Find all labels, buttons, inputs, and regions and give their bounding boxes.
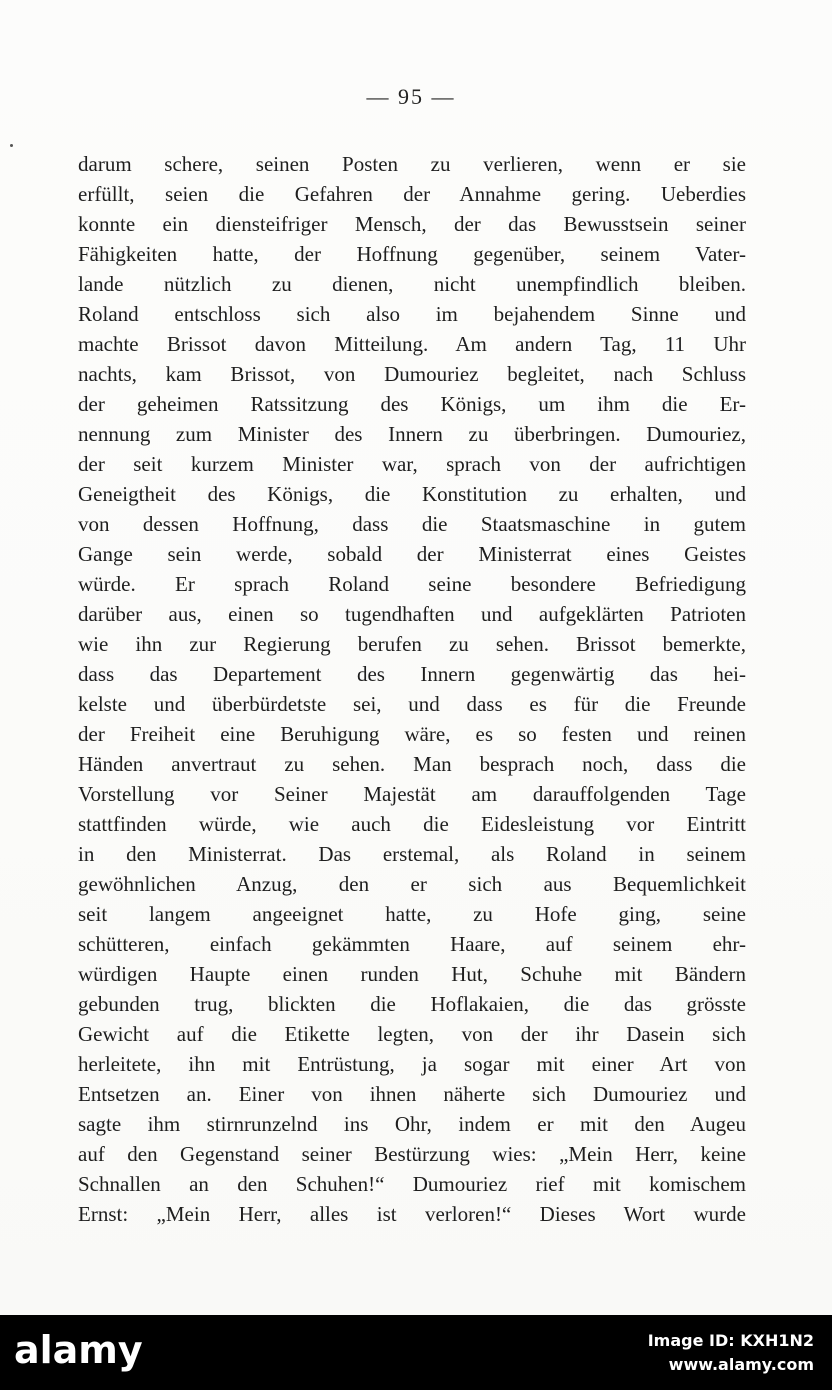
text-line: würde. Er sprach Roland seine besondere Befriedigung	[78, 572, 746, 596]
text-line: gewöhnlichen Anzug, den er sich aus Bequemlichkeit	[78, 872, 746, 896]
text-line: gebunden trug, blickten die Hoflakaien, die das grösste	[78, 992, 746, 1016]
alamy-logo: alamy	[14, 1327, 143, 1372]
text-line: lande nützlich zu dienen, nicht unempfindlich bleiben.	[78, 272, 746, 296]
text-line: der Freiheit eine Beruhigung wäre, es so festen und reinen	[78, 722, 746, 746]
text-line: schütteren, einfach gekämmten Haare, auf seinem ehr-	[78, 932, 746, 956]
text-line: Händen anvertraut zu sehen. Man besprach noch, dass die	[78, 752, 746, 776]
text-line: der seit kurzem Minister war, sprach von der aufrichtigen	[78, 452, 746, 476]
scan-speck	[10, 144, 13, 147]
watermark-info	[648, 1329, 814, 1377]
text-line: konnte ein diensteifriger Mensch, der das Bewusstsein seiner	[78, 212, 746, 236]
text-line: würdigen Haupte einen runden Hut, Schuhe mit Bändern	[78, 962, 746, 986]
text-line: Schnallen an den Schuhen!“ Dumouriez rief mit komischem	[78, 1172, 746, 1196]
text-line: Entsetzen an. Einer von ihnen näherte sich Dumouriez und	[78, 1082, 746, 1106]
text-line: Vorstellung vor Seiner Majestät am darauffolgenden Tage	[78, 782, 746, 806]
text-line: stattfinden würde, wie auch die Eidesleistung vor Eintritt	[78, 812, 746, 836]
watermark-bar	[0, 1315, 832, 1390]
text-line: machte Brissot davon Mitteilung. Am andern Tag, 11 Uhr	[78, 332, 746, 356]
text-line: dass das Departement des Innern gegenwärtig das hei-	[78, 662, 746, 686]
text-line: Gange sein werde, sobald der Ministerrat eines Geistes	[78, 542, 746, 566]
text-line: darum schere, seinen Posten zu verlieren, wenn er sie	[78, 152, 746, 176]
text-line: Ernst: „Mein Herr, alles ist verloren!“ Dieses Wort wurde	[78, 1202, 746, 1226]
text-line: der geheimen Ratssitzung des Königs, um ihm die Er-	[78, 392, 746, 416]
text-line: Gewicht auf die Etikette legten, von der ihr Dasein sich	[78, 1022, 746, 1046]
image-id-label: Image ID: KXH1N2	[647, 1330, 814, 1350]
text-line: sagte ihm stirnrunzelnd ins Ohr, indem er mit den Augeu	[78, 1112, 746, 1136]
text-line: herleitete, ihn mit Entrüstung, ja sogar mit einer Art von	[78, 1052, 746, 1076]
alamy-url: www.alamy.com	[668, 1354, 814, 1374]
text-line: seit langem angeeignet hatte, zu Hofe ging, seine	[78, 902, 746, 926]
text-line: nennung zum Minister des Innern zu überbringen. Dumouriez,	[78, 422, 746, 446]
text-line: Geneigtheit des Königs, die Konstitution zu erhalten, und	[78, 482, 746, 506]
text-line: erfüllt, seien die Gefahren der Annahme gering. Ueberdies	[78, 182, 746, 206]
text-line: in den Ministerrat. Das erstemal, als Roland in seinem	[78, 842, 746, 866]
text-line: auf den Gegenstand seiner Bestürzung wies: „Mein Herr, keine	[78, 1142, 746, 1166]
text-line: darüber aus, einen so tugendhaften und aufgeklärten Patrioten	[78, 602, 746, 626]
text-line: Roland entschloss sich also im bejahendem Sinne und	[78, 302, 746, 326]
text-line: von dessen Hoffnung, dass die Staatsmaschine in gutem	[78, 512, 746, 536]
text-line: Fähigkeiten hatte, der Hoffnung gegenüber, seinem Vater-	[78, 242, 746, 266]
body-text	[78, 149, 746, 1229]
text-line: wie ihn zur Regierung berufen zu sehen. Brissot bemerkte,	[78, 632, 746, 656]
text-line: kelste und überbürdetste sei, und dass es für die Freunde	[78, 692, 746, 716]
text-line: nachts, kam Brissot, von Dumouriez begleitet, nach Schluss	[78, 362, 746, 386]
page-number: — 95 —	[366, 84, 456, 109]
